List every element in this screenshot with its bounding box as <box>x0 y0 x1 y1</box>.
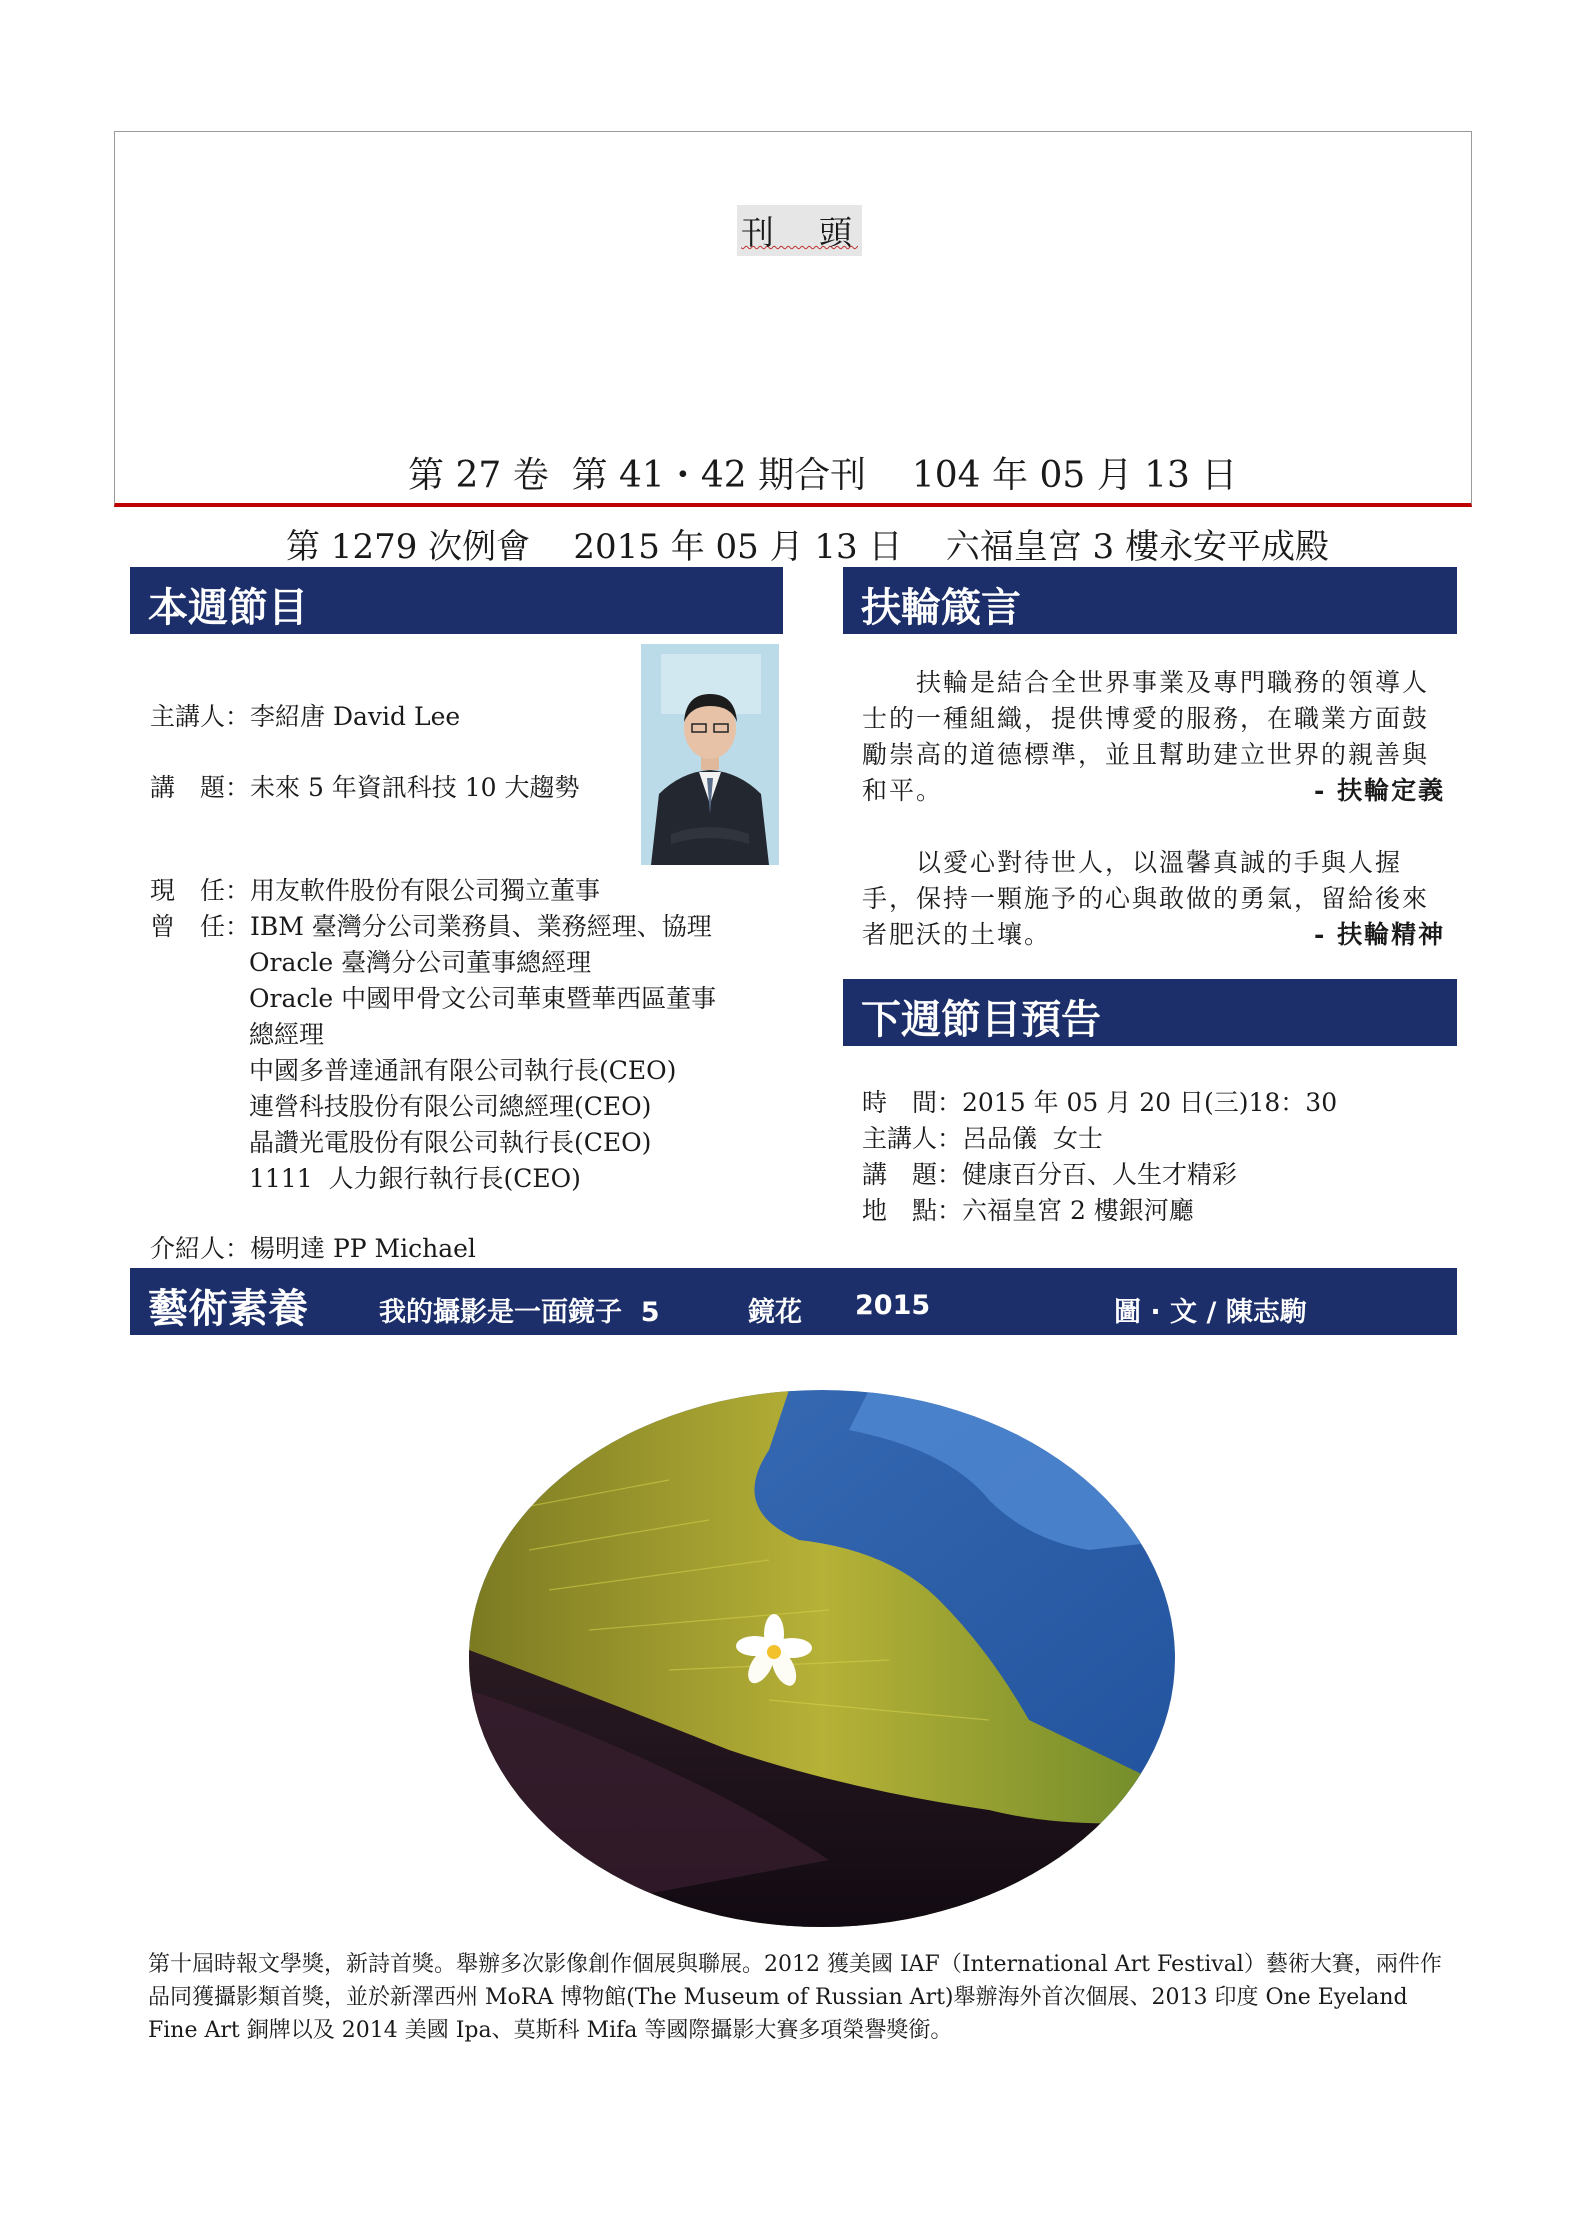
program-current-position: 現 任：用友軟件股份有限公司獨立董事 <box>150 876 601 905</box>
art-year: 2015 <box>855 1290 931 1321</box>
program-former-position-3: Oracle 中國甲骨文公司華東暨華西區董事 <box>249 984 717 1013</box>
motto-definition-text: 扶輪是結合全世界事業及專門職務的領導人士的一種組織，提供博愛的服務，在職業方面鼓勵崇高的道德標準，並且幫助建立世界的親善與和平。 <box>862 668 1430 805</box>
motto-spirit-signature: - 扶輪精神 <box>1314 920 1446 949</box>
program-former-position-1: 曾 任：IBM 臺灣分公司業務員、業務經理、協理 <box>150 912 712 941</box>
issue-line: 第 27 卷 第 41・42 期合刊 104 年 05 月 13 日 <box>408 455 1238 496</box>
program-introducer: 介紹人：楊明達 PP Michael <box>150 1234 476 1263</box>
speaker-photo <box>641 644 779 865</box>
section-title-next-week: 下週節目預告 <box>861 997 1101 1043</box>
speaker-portrait-image <box>641 644 779 865</box>
program-topic: 講 題：未來 5 年資訊科技 10 大趨勢 <box>150 773 580 802</box>
section-bar-art <box>130 1268 1457 1335</box>
program-former-position-5: 中國多普達通訊有限公司執行長(CEO) <box>249 1056 677 1085</box>
section-title-motto: 扶輪箴言 <box>861 585 1021 631</box>
artwork-flower-water-image <box>469 1390 1175 1927</box>
next-week-speaker: 主講人：呂品儀 女士 <box>862 1124 1103 1153</box>
program-former-position-6: 連營科技股份有限公司總經理(CEO) <box>249 1092 652 1121</box>
section-bar-program <box>130 567 783 634</box>
masthead-title: 刊 頭 <box>737 205 862 256</box>
program-former-position-8: 1111 人力銀行執行長(CEO) <box>249 1164 581 1193</box>
program-former-position-2: Oracle 臺灣分公司董事總經理 <box>249 948 592 977</box>
meeting-line: 第 1279 次例會 2015 年 05 月 13 日 六福皇宮 3 樓永安平成殿 <box>286 527 1329 567</box>
next-week-place: 地 點：六福皇宮 2 樓銀河廳 <box>862 1196 1194 1225</box>
art-work-title: 鏡花 <box>748 1297 802 1328</box>
section-title-program: 本週節目 <box>148 585 308 631</box>
section-bar-next-week <box>843 979 1457 1046</box>
art-credit: 圖 · 文 / 陳志駒 <box>1114 1297 1307 1328</box>
artwork-photo <box>469 1390 1175 1927</box>
program-former-position-7: 晶讚光電股份有限公司執行長(CEO) <box>249 1128 652 1157</box>
artist-bio-caption: 第十屆時報文學獎，新詩首獎。舉辦多次影像創作個展與聯展。2012 獲美國 IAF（International Art Festival）藝術大賽，兩件作品同獲攝影類首獎，並於新澤西州 MoRA 博物館(The Museum of Russian Art)舉辦海外首次個展、2013 印度 One Eyeland Fine Art 銅牌以及 2014 美國 Ipa、莫斯科 Mifa 等國際攝影大賽多項榮譽獎銜。 <box>148 1952 1442 2043</box>
motto-definition-signature: - 扶輪定義 <box>1314 776 1446 805</box>
next-week-topic: 講 題：健康百分百、人生才精彩 <box>862 1160 1238 1189</box>
section-bar-motto <box>843 567 1457 634</box>
section-title-art: 藝術素養 <box>148 1286 308 1332</box>
program-speaker: 主講人：李紹唐 David Lee <box>150 702 461 731</box>
motto-spirit-text: 以愛心對待世人，以溫馨真誠的手與人握手，保持一顆施予的心與敢做的勇氣，留給後來者肥沃的土壤。 <box>862 848 1430 949</box>
art-series-title: 我的攝影是一面鏡子 5 <box>379 1297 660 1328</box>
next-week-time: 時 間：2015 年 05 月 20 日(三)18：30 <box>862 1088 1338 1117</box>
program-former-position-4: 總經理 <box>249 1020 325 1049</box>
